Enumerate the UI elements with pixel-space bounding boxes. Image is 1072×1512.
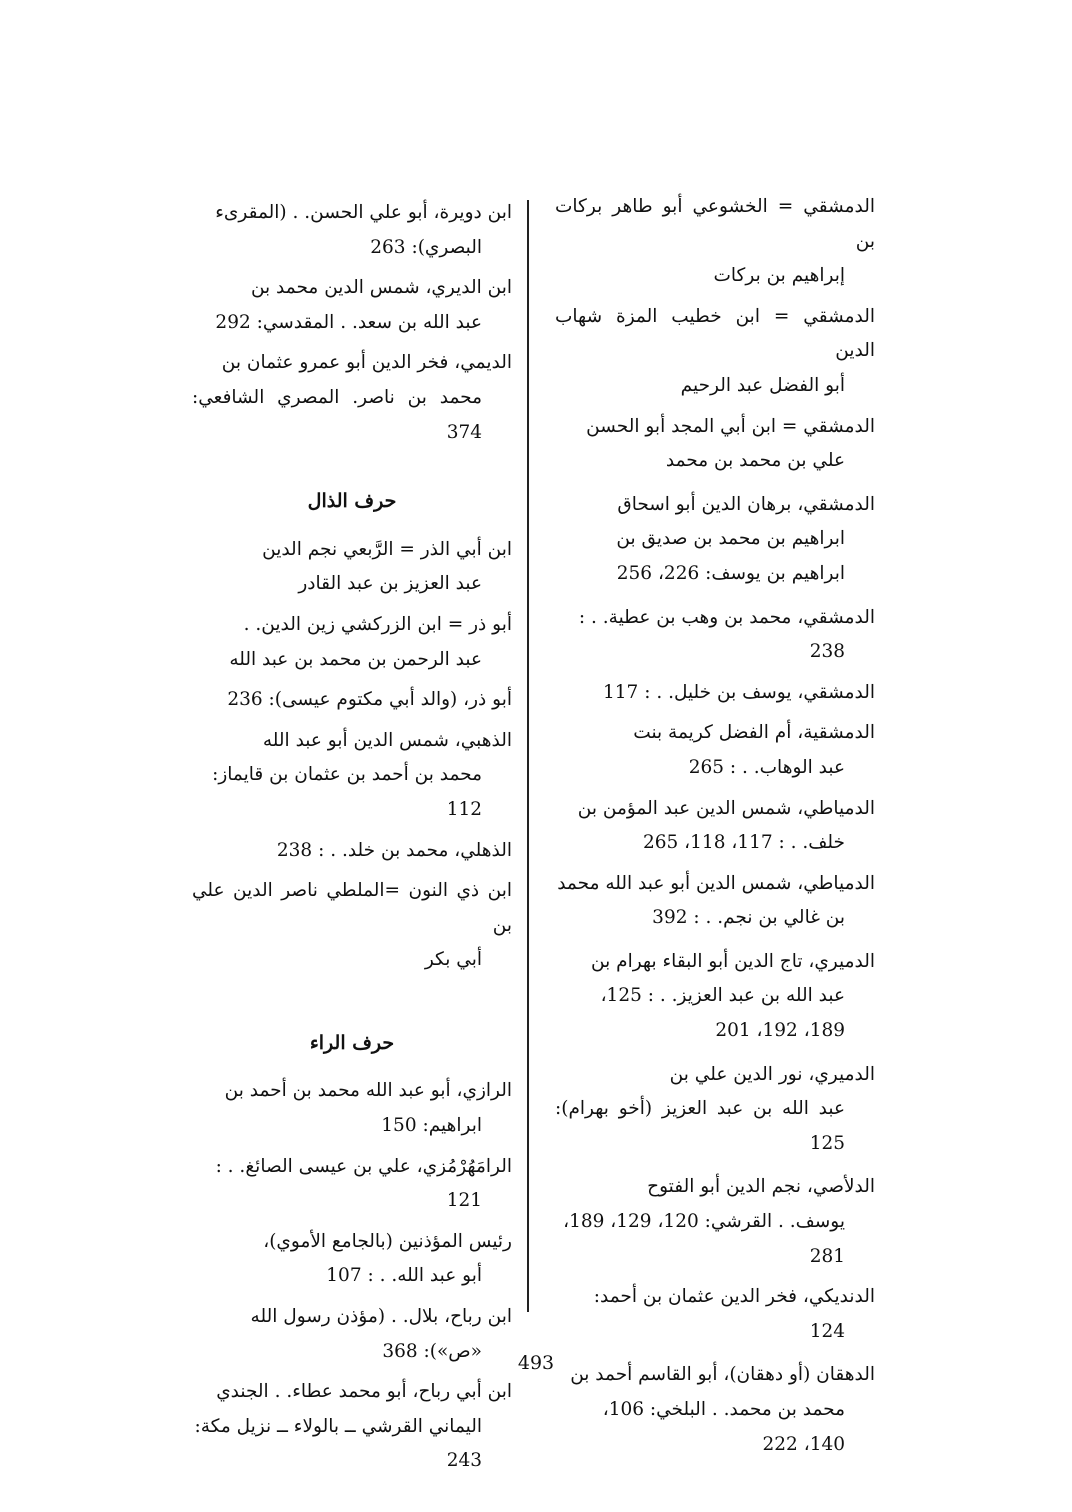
index-entry: [192, 271, 512, 340]
index-entry: [555, 190, 875, 294]
entry-headword-line: الدمشقي = الخشوعي أبو طاهر بركات بن: [555, 196, 875, 252]
index-entry: [555, 1280, 875, 1349]
entry-headword-line: الدمشقية، أم الفضل كريمة بنت: [633, 722, 875, 744]
entry-continuation-line: 112: [446, 798, 482, 820]
entry-continuation-line: علي بن محمد بن محمد: [665, 450, 845, 472]
entry-continuation-line: إبراهيم بن بركات: [713, 265, 845, 287]
index-entry: [192, 1225, 512, 1294]
entry-headword-line: الذهبي، شمس الدين أبو عبد الله: [262, 729, 512, 751]
entry-continuation-line: البصري): 263: [370, 236, 482, 258]
entry-headword-line: الدلأصي، نجم الدين أبو الفتوح: [647, 1176, 875, 1198]
entry-continuation-line: 238: [809, 641, 845, 663]
entry-continuation-line: 121: [446, 1190, 482, 1212]
index-entry: [192, 608, 512, 677]
entry-continuation-line: 281: [809, 1245, 845, 1267]
entry-headword-line: ابن ذي النون =الملطي ناصر الدين علي بن: [192, 880, 512, 936]
index-entry: [555, 601, 875, 670]
entry-headword-line: الدمشقي، محمد بن وهب بن عطية. . :: [578, 606, 875, 628]
index-entry: [192, 1300, 512, 1369]
index-entry: [555, 867, 875, 936]
section-heading-dhal: حرف الذال: [307, 490, 397, 513]
left-column: [192, 196, 512, 1485]
entry-headword-line: ابن رباح، بلال. . (مؤذن رسول الله: [250, 1306, 512, 1328]
entry-headword-line: الدميري، نور الدين علي بن: [669, 1063, 875, 1085]
entry-headword-line: الدمياطي، شمس الدين عبد المؤمن بن: [577, 797, 875, 819]
entry-headword-line: ابن دويرة، أبو علي الحسن. . (المقرىء: [215, 202, 512, 223]
index-entry: [192, 1150, 512, 1219]
entry-headword-line: الدمشقي = ابن أبي المجد أبو الحسن: [586, 415, 875, 437]
entry-headword-line: رئيس المؤذنين (بالجامع الأموي)،: [263, 1230, 512, 1252]
entry-continuation-line: يوسف. . القرشي: 120، 129، 189،: [563, 1211, 845, 1233]
entry-headword-line: أبو ذر = ابن الزركشي زين الدين. .: [243, 613, 512, 635]
index-entry: [192, 834, 512, 869]
index-entry: [192, 683, 512, 718]
index-entry: [555, 300, 875, 404]
entry-continuation-line: 243: [446, 1450, 482, 1472]
entry-continuation-line: أبو عبد الله. . : 107: [326, 1265, 482, 1287]
entry-headword-line: الرامَهُرْمُزي، علي بن عيسى الصائغ. . :: [215, 1155, 512, 1177]
index-entry: [555, 716, 875, 785]
entry-continuation-line: عبد الرحمن بن محمد بن عبد الله: [229, 648, 482, 670]
entry-continuation-line: محمد بن محمد. . البلخي: 106،: [602, 1399, 845, 1420]
index-entry: [192, 533, 512, 602]
entries-dhal: [192, 533, 512, 978]
index-entry: [192, 346, 512, 450]
entry-continuation-line: محمد بن أحمد بن عثمان بن قايماز:: [212, 764, 482, 786]
index-entry: [555, 488, 875, 592]
entry-continuation-line: عبد الله بن عبد العزيز. . : 125،: [600, 985, 845, 1007]
entry-headword-line: الديمي، فخر الدين أبو عمرو عثمان بن: [221, 352, 512, 374]
index-entry: [555, 1058, 875, 1162]
entry-continuation-line: ابراهيم بن محمد بن صديق بن: [616, 528, 845, 550]
index-entry: [555, 410, 875, 479]
column-divider: [527, 200, 529, 1312]
section-heading-ra: حرف الراء: [309, 1031, 395, 1054]
index-entry: [555, 676, 875, 711]
entry-headword-line: الرازي، أبو عبد الله محمد بن أحمد بن: [224, 1080, 512, 1102]
entry-headword-line: أبو ذر، (والد أبي مكتوم عيسى): 236: [227, 689, 512, 711]
entry-headword-line: ابن أبي رباح، أبو محمد عطاء. . الجندي: [216, 1381, 512, 1403]
entry-headword-line: الدنديكي، فخر الدين عثمان بن أحمد:: [593, 1286, 875, 1308]
entry-continuation-line: محمد بن ناصر. المصري الشافعي: 374: [192, 386, 482, 443]
index-entry: [192, 724, 512, 828]
entry-continuation-line: عبد العزيز بن عبد القادر: [298, 573, 482, 595]
entry-continuation-line: عبد الله بن سعد. . المقدسي: 292: [215, 311, 482, 333]
entries-ra: [192, 1074, 512, 1479]
index-entry: [192, 196, 512, 265]
index-entry: [555, 945, 875, 1049]
entry-continuation-line: أبو الفضل عبد الرحيم: [680, 374, 845, 396]
entry-headword-line: الدميري، تاج الدين أبو البقاء بهرام بن: [591, 950, 875, 972]
entry-continuation-line: «ص»): 368: [382, 1340, 482, 1362]
index-entry: [192, 1074, 512, 1143]
right-column: [555, 190, 875, 1468]
page-number: 493: [517, 1352, 555, 1374]
entries-top: [192, 196, 512, 450]
entry-headword-line: الذهلي، محمد بن خلد. . : 238: [276, 839, 512, 861]
entry-continuation-line: 140، 222: [762, 1433, 845, 1455]
index-entry: [192, 874, 512, 978]
entry-headword-line: الدمياطي، شمس الدين أبو عبد الله محمد: [557, 872, 875, 894]
entry-continuation-line: بن غالي بن نجم. . : 392: [652, 907, 845, 929]
index-entry: [555, 1358, 875, 1462]
entry-continuation-line: أبي بكر: [424, 949, 482, 971]
entry-continuation-line: 189، 192، 201: [715, 1020, 845, 1042]
entry-continuation-line: ابراهيم بن يوسف: 226، 256: [616, 562, 845, 584]
entry-continuation-line: خلف. . : 117، 118، 265: [642, 832, 845, 854]
entry-headword-line: ابن الديري، شمس الدين محمد بن: [250, 277, 512, 299]
entry-headword-line: ابن أبي الذر = الرَّبعي نجم الدين: [262, 538, 512, 560]
entry-continuation-line: عبد الوهاب. . : 265: [688, 756, 845, 778]
entry-headword-line: الدمشقي، برهان الدين أبو اسحاق: [617, 493, 875, 515]
entry-continuation-line: عبد الله بن عبد العزيز (أخو بهرام): 125: [555, 1098, 845, 1154]
index-entry: [192, 1375, 512, 1479]
entry-continuation-line: اليماني القرشي ــ بالولاء ــ نزيل مكة:: [194, 1415, 482, 1437]
entry-continuation-line: 124: [809, 1320, 845, 1342]
index-entry: [555, 792, 875, 861]
entry-continuation-line: ابراهيم: 150: [381, 1115, 482, 1137]
entry-headword-line: الدهقان (أو دهقان)، أبو القاسم أحمد بن: [570, 1364, 875, 1386]
index-entry: [555, 1170, 875, 1274]
entry-headword-line: الدمشقي = ابن خطيب المزة شهاب الدين: [555, 305, 875, 362]
entry-headword-line: الدمشقي، يوسف بن خليل. . : 117: [603, 681, 875, 703]
